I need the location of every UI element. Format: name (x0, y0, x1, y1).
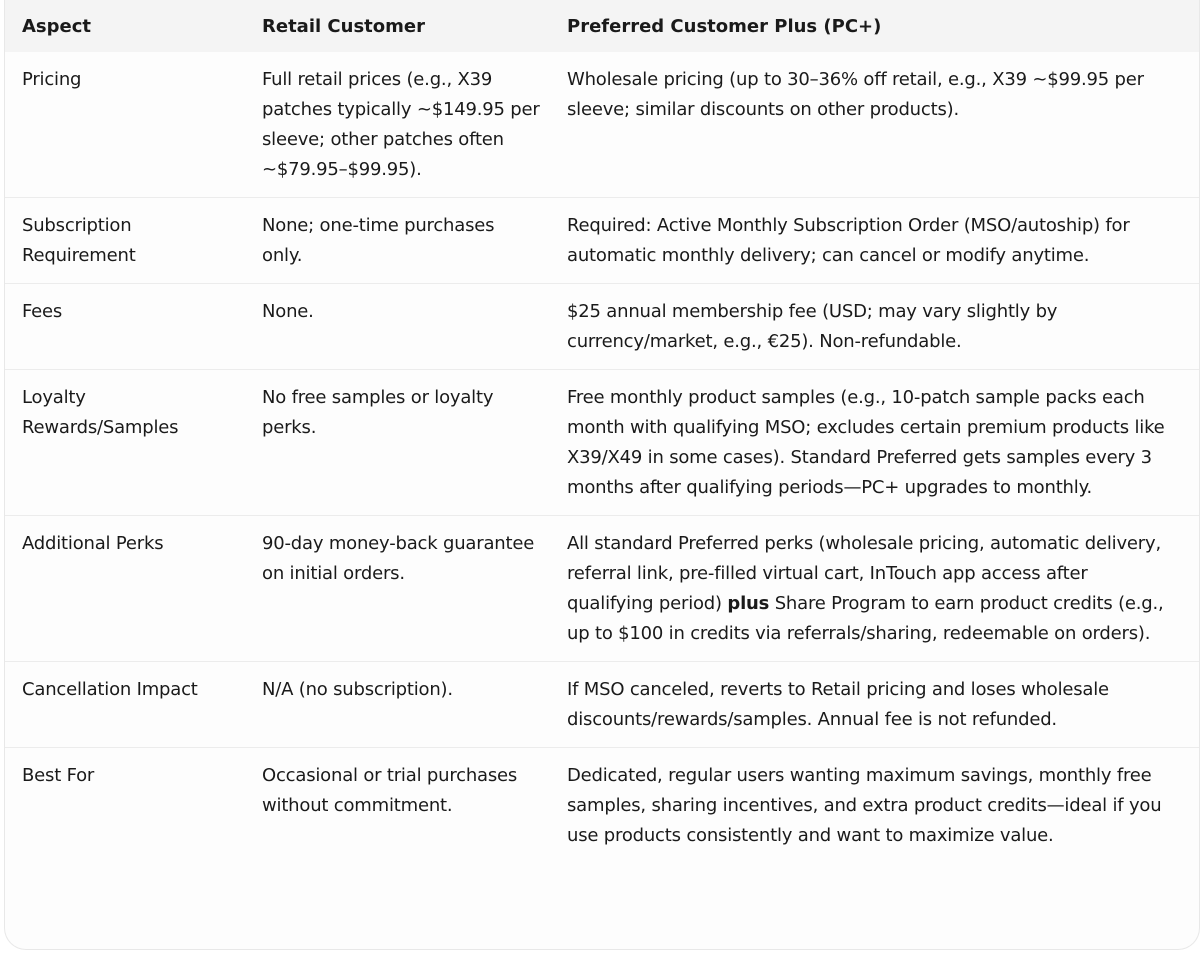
cell-pc-plus: Wholesale pricing (up to 30–36% off retail, e.g., X39 ~$99.95 per sleeve; similar discounts on other products). (550, 52, 1199, 198)
header-preferred-customer-plus: Preferred Customer Plus (PC+) (550, 0, 1199, 52)
table-row (5, 52, 1199, 198)
table-row (5, 370, 1199, 516)
pc-text-before: All standard Preferred perks (wholesale pricing, automatic delivery, referral link, pre-filled virtual cart, InTouch app access after qualifying period) (567, 533, 1161, 614)
cell-aspect: Loyalty Rewards/Samples (5, 370, 245, 516)
cell-pc-plus (550, 516, 1199, 662)
cell-retail: None; one-time purchases only. (245, 198, 550, 284)
cell-aspect: Best For (22, 765, 95, 786)
cell-pc-plus: Required: Active Monthly Subscription Order (MSO/autoship) for automatic monthly delivery; can cancel or modify anytime. (550, 198, 1199, 284)
comparison-table (5, 0, 1199, 863)
cell-retail: No free samples or loyalty perks. (245, 370, 550, 516)
table-row (5, 198, 1199, 284)
pc-text-bold: plus (727, 593, 770, 614)
header-aspect: Aspect (5, 0, 245, 52)
cell-aspect: Subscription Requirement (5, 198, 245, 284)
cell-pc-plus: Free monthly product samples (e.g., 10-patch sample packs each month with qualifying MSO; excludes certain premium products like X39/X49 in some cases). Standard Preferred gets samples every 3 months after qualifying periods—PC+ upgrades to monthly. (550, 370, 1199, 516)
table-row (5, 284, 1199, 370)
table-row (5, 662, 1199, 748)
cell-retail: Full retail prices (e.g., X39 patches typically ~$149.95 per sleeve; other patches often ~$79.95–$99.95). (245, 52, 550, 198)
cell-retail: N/A (no subscription). (245, 662, 550, 748)
table-row (5, 516, 1199, 662)
header-retail-customer: Retail Customer (245, 0, 550, 52)
cell-pc-plus: $25 annual membership fee (USD; may vary slightly by currency/market, e.g., €25). Non-refundable. (550, 284, 1199, 370)
pc-text-after: Share Program to earn product credits (e.g., up to $100 in credits via referrals/sharing, redeemable on orders). (567, 593, 1164, 644)
table-row (5, 748, 1199, 864)
comparison-table-container (4, 0, 1200, 950)
cell-aspect: Fees (5, 284, 245, 370)
cell-retail: Occasional or trial purchases without commitment. (262, 765, 518, 816)
cell-retail: None. (245, 284, 550, 370)
cell-aspect: Cancellation Impact (5, 662, 245, 748)
cell-pc-plus: Dedicated, regular users wanting maximum savings, monthly free samples, sharing incentives, and extra product credits—ideal if you use products consistently and want to maximize value. (567, 765, 1162, 846)
table-header-row (5, 0, 1199, 52)
cell-retail: 90-day money-back guarantee on initial orders. (245, 516, 550, 662)
cell-aspect: Additional Perks (5, 516, 245, 662)
cell-pc-plus: If MSO canceled, reverts to Retail pricing and loses wholesale discounts/rewards/samples. Annual fee is not refunded. (550, 662, 1199, 748)
cell-aspect: Pricing (5, 52, 245, 198)
